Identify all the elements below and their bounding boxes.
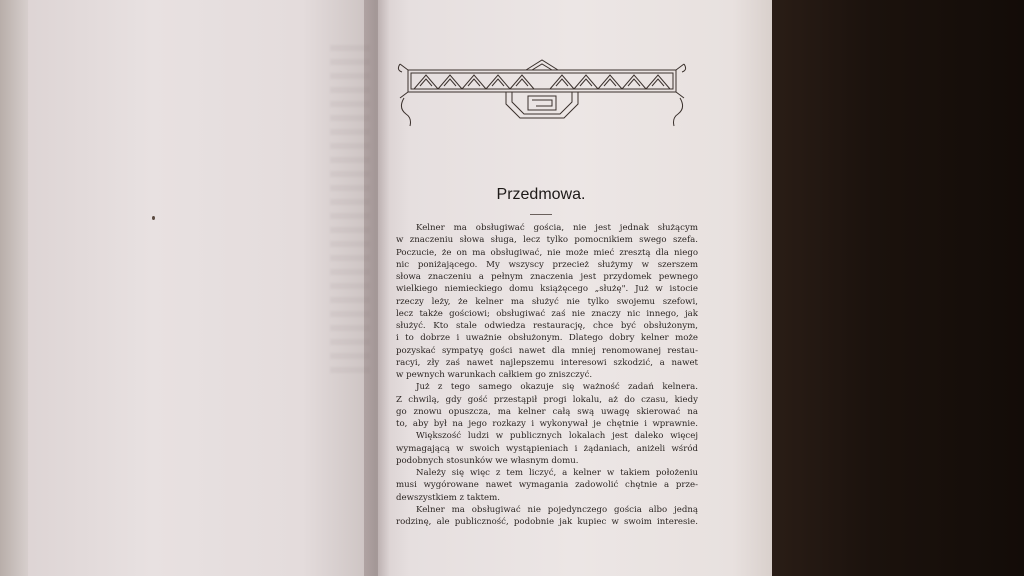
- text-line: musi wygórowane nawet wymagania zadowolić chętnie a prze-: [396, 480, 698, 491]
- text-line: nic poniżającego. My wszyscy przecież służymy w szerszem: [396, 259, 698, 270]
- text-line: wymagającą w swoich wystąpieniach i żądaniach, aniżeli wśród: [396, 443, 698, 454]
- text-line: i to dobrze i uważnie obsłużonym. Dlatego dobry kelner może: [396, 333, 698, 344]
- dark-background: [770, 0, 1024, 576]
- book-gutter: [364, 0, 390, 576]
- text-line: służyć. Kto stale odwiedza restaurację, chce być obsłużonym,: [396, 321, 698, 331]
- text-line: wielkiego niemieckiego domu książęcego „służę". Już w istocie: [396, 284, 698, 295]
- body-text: [396, 222, 698, 528]
- text-line: Już z tego samego okazuje się ważność zadań kelnera.: [416, 382, 698, 393]
- left-page: [0, 0, 378, 576]
- text-line: racyi, zły zaś nawet najlepszemu interesowi szkodzić, a nawet: [396, 357, 698, 368]
- text-line: Większość ludzi w publicznych lokalach jest daleko więcej: [416, 431, 698, 442]
- text-line: w znaczeniu słowa sługa, lecz tylko pomocnikiem swego szefa.: [396, 235, 698, 246]
- text-line: Kelner ma obsługiwać gościa, nie jest jednak służącym: [416, 223, 698, 233]
- text-line: rzeczy leży, że kelner ma służyć nie tylko swojemu szefowi,: [396, 296, 698, 307]
- left-page-edge: [0, 0, 28, 576]
- text-line: Należy się więc z tem liczyć, a kelner w takiem położeniu: [416, 468, 698, 478]
- text-line: dewszystkiem z taktem.: [396, 492, 500, 503]
- text-line: go znowu opuszcza, ma kelner całą swą uwagę skierować na: [396, 406, 698, 417]
- text-line: podobnych stosunków we własnym domu.: [396, 455, 579, 466]
- text-line: w pewnych warunkach całkiem go zniszczyć.: [396, 370, 593, 380]
- page-title: Przedmowa.: [496, 186, 586, 203]
- text-line: Poczucie, że on ma obsługiwać, nie może mieć zresztą dla niego: [396, 247, 698, 258]
- text-line: Z chwilą, gdy gość przestąpił progi lokalu, aż do czasu, kiedy: [396, 394, 698, 405]
- text-line: słowa znaczeniu a pełnym znaczenia jest przydomek pewnego: [396, 272, 698, 282]
- ornamental-header: [396, 58, 688, 134]
- text-line: rodzinę, ale publiczność, podobnie jak kupiec w swoim interesie.: [396, 517, 698, 527]
- text-line: Kelner ma obsługiwać nie pojedynczego gościa albo jedną: [416, 504, 698, 515]
- paper-speck: [152, 216, 155, 220]
- text-line: to, aby był na jego rozkazy i wykonywał je chętnie i wprawnie.: [396, 419, 698, 429]
- text-line: pozyskać sympatyę gości nawet dla mniej renomowanej restau-: [396, 345, 698, 356]
- text-line: lecz także gościowi; obsługiwać zaś nie znaczy nic innego, jak: [396, 308, 698, 319]
- title-rule: [530, 214, 552, 215]
